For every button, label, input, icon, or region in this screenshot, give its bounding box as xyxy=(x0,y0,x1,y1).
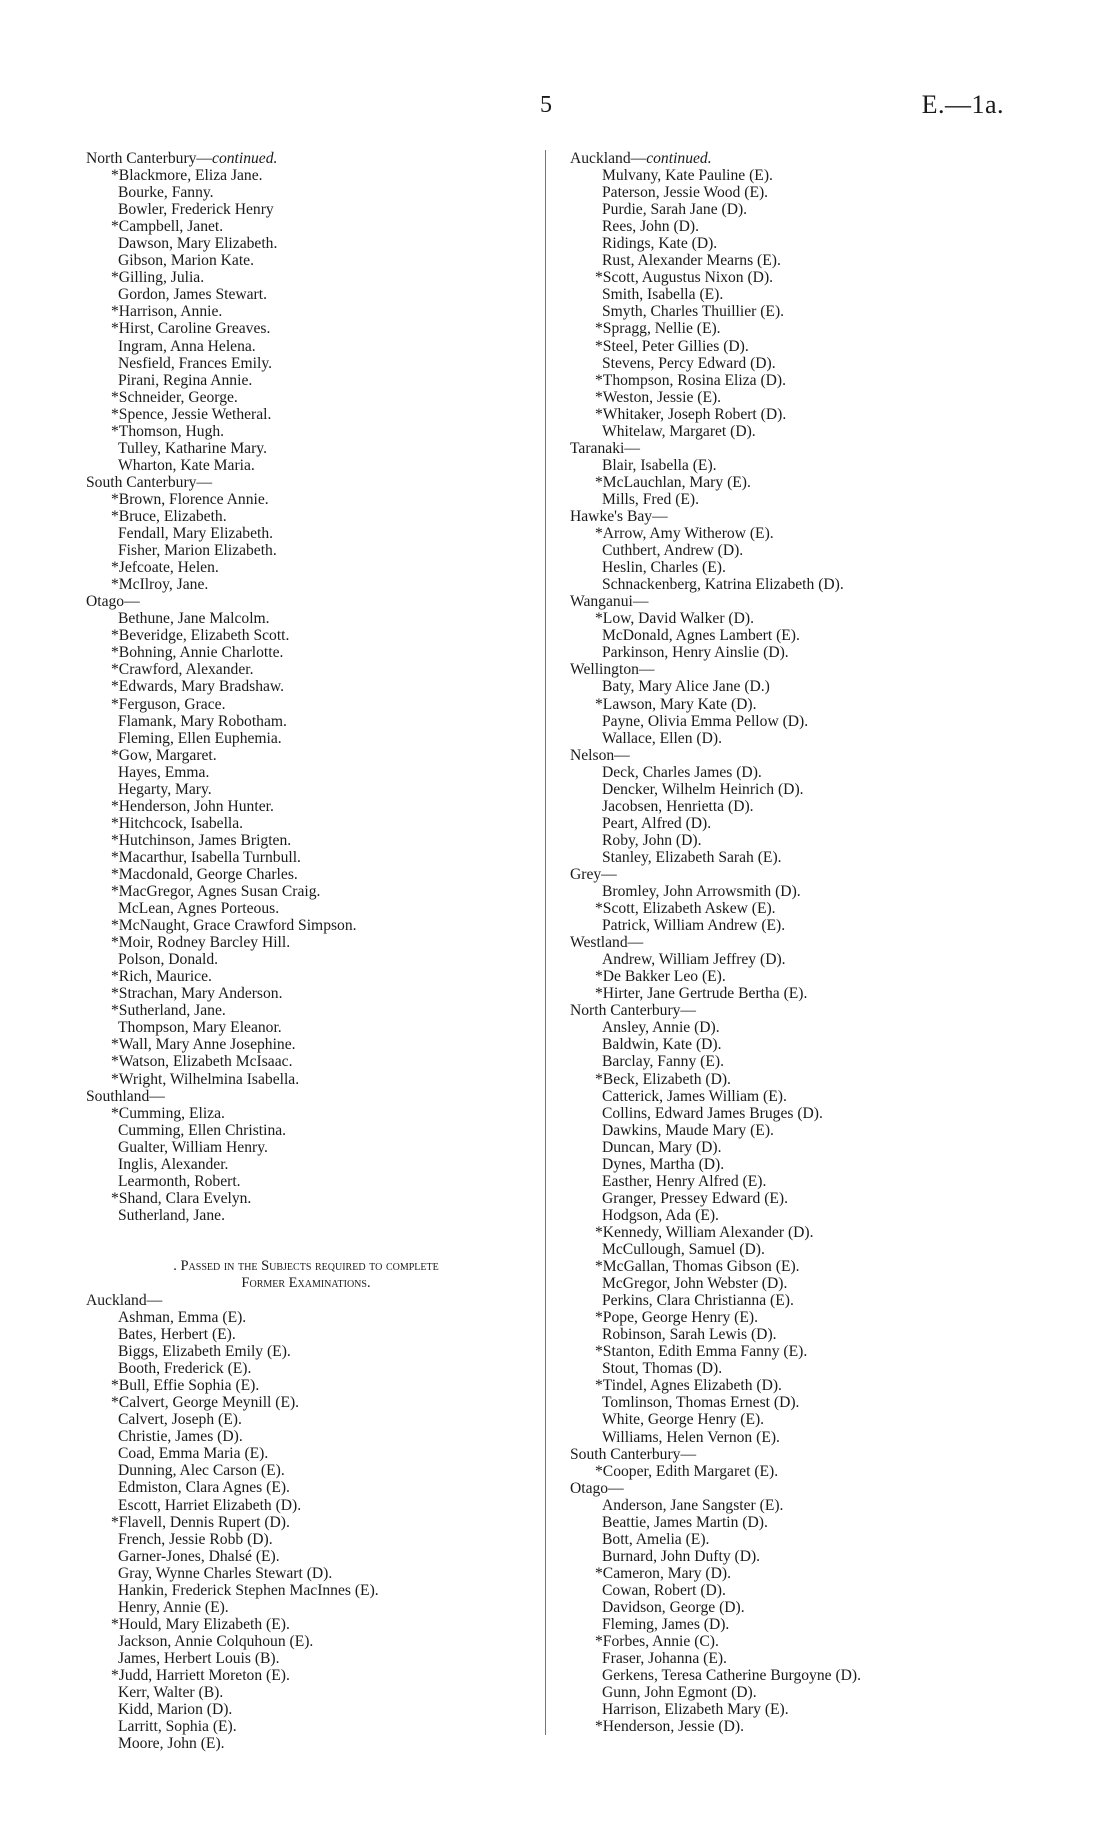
candidate-entry: Fendall, Mary Elizabeth. xyxy=(118,525,274,543)
candidate-entry: *McNaught, Grace Crawford Simpson. xyxy=(111,917,357,935)
candidate-entry: White, George Henry (E). xyxy=(602,1411,765,1429)
region-name: South Canterbury— xyxy=(86,473,213,491)
candidate-entry: *Cumming, Eliza. xyxy=(111,1104,225,1122)
candidate-entry: *Shand, Clara Evelyn. xyxy=(111,1189,252,1207)
candidate-entry: *Ferguson, Grace. xyxy=(111,695,226,713)
candidate-entry: Fraser, Johanna (E). xyxy=(602,1650,727,1668)
region-heading xyxy=(86,1292,556,1309)
candidate-entry: Nesfield, Frances Emily. xyxy=(118,354,273,372)
candidate-entry: *Spence, Jessie Wetheral. xyxy=(111,405,272,423)
candidate-entry: Bott, Amelia (E). xyxy=(602,1530,710,1548)
candidate-entry: Fleming, James (D). xyxy=(602,1616,730,1634)
region-continued: continued. xyxy=(212,150,278,167)
candidate-entry: Barclay, Fanny (E). xyxy=(602,1053,724,1071)
page-number: 5 xyxy=(540,92,552,118)
candidate-entry: Bethune, Jane Malcolm. xyxy=(118,610,270,628)
candidate-entry: Dunning, Alec Carson (E). xyxy=(118,1462,285,1480)
region-heading xyxy=(86,150,556,167)
region-heading xyxy=(570,747,1040,764)
candidate-entry: Fleming, Ellen Euphemia. xyxy=(118,729,282,747)
region-heading xyxy=(570,1480,1040,1497)
candidate-entry: Cowan, Robert (D). xyxy=(602,1581,726,1599)
candidate-entry: *Thompson, Rosina Eliza (D). xyxy=(595,371,786,389)
candidate-entry: Baldwin, Kate (D). xyxy=(602,1036,722,1054)
candidate-entry: Gerkens, Teresa Catherine Burgoyne (D). xyxy=(602,1667,862,1685)
candidate-entry: Hegarty, Mary. xyxy=(118,780,212,798)
region-heading xyxy=(86,1088,556,1105)
candidate-entry: McGregor, John Webster (D). xyxy=(602,1275,788,1293)
candidate-entry: Inglis, Alexander. xyxy=(118,1155,229,1173)
candidate-entry: *Beveridge, Elizabeth Scott. xyxy=(111,627,290,645)
candidate-entry: Collins, Edward James Bruges (D). xyxy=(602,1104,823,1122)
candidate-entry: *Spragg, Nellie (E). xyxy=(595,320,721,338)
candidate-entry: *Tindel, Agnes Elizabeth (D). xyxy=(595,1377,782,1395)
candidate-entry: *Low, David Walker (D). xyxy=(595,610,754,628)
candidate-entry: Jackson, Annie Colquhoun (E). xyxy=(118,1632,314,1650)
region-heading xyxy=(570,508,1040,525)
candidate-entry: *Weston, Jessie (E). xyxy=(595,388,722,406)
candidate-entry: Learmonth, Robert. xyxy=(118,1172,241,1190)
candidate-entry: *Sutherland, Jane. xyxy=(111,1002,226,1020)
candidate-entry: Larritt, Sophia (E). xyxy=(118,1718,237,1736)
candidate-entry: *Strachan, Mary Anderson. xyxy=(111,985,283,1003)
candidate-entry: Dencker, Wilhelm Heinrich (D). xyxy=(602,780,804,798)
left-column xyxy=(86,150,556,1752)
candidate-entry: *Hitchcock, Isabella. xyxy=(111,814,244,832)
candidate-entry: Mulvany, Kate Pauline (E). xyxy=(602,167,773,185)
region-name: Wanganui— xyxy=(570,593,649,611)
candidate-entry: *Beck, Elizabeth (D). xyxy=(595,1070,731,1088)
candidate-entry: Hayes, Emma. xyxy=(118,763,210,781)
candidate-entry: Smith, Isabella (E). xyxy=(602,286,724,304)
candidate-entry: *Thomson, Hugh. xyxy=(111,422,225,440)
candidate-entry: *Brown, Florence Annie. xyxy=(111,490,269,508)
candidate-entry: Fisher, Marion Elizabeth. xyxy=(118,542,277,560)
candidate-entry: *Scott, Elizabeth Askew (E). xyxy=(595,900,776,918)
candidate-entry: *Whitaker, Joseph Robert (D). xyxy=(595,405,787,423)
region-name: Southland— xyxy=(86,1087,165,1105)
candidate-entry: *Hirst, Caroline Greaves. xyxy=(111,320,271,338)
candidate-entry: Easther, Henry Alfred (E). xyxy=(602,1172,767,1190)
candidate-entry: Purdie, Sarah Jane (D). xyxy=(602,201,748,219)
candidate-entry: *Wright, Wilhelmina Isabella. xyxy=(111,1070,300,1088)
candidate-entry: Deck, Charles James (D). xyxy=(602,763,762,781)
candidate-entry: Rust, Alexander Mearns (E). xyxy=(602,252,781,270)
region-heading xyxy=(86,474,556,491)
section-heading xyxy=(86,1258,526,1292)
candidate-entry: *Cooper, Edith Margaret (E). xyxy=(595,1462,779,1480)
candidate-entry: *Stanton, Edith Emma Fanny (E). xyxy=(595,1343,808,1361)
region-name: Wellington— xyxy=(570,661,655,679)
section-heading-line1: . Passed in the Subjects required to complete xyxy=(173,1257,439,1274)
candidate-entry: Cumming, Ellen Christina. xyxy=(118,1121,287,1139)
candidate-entry: Jacobsen, Henrietta (D). xyxy=(602,797,754,815)
candidate-entry: Cuthbert, Andrew (D). xyxy=(602,542,744,560)
candidate-entry: Catterick, James William (E). xyxy=(602,1087,787,1105)
region-heading xyxy=(570,593,1040,610)
candidate-entry: Bromley, John Arrowsmith (D). xyxy=(602,883,801,901)
candidate-entry: *Henderson, Jessie (D). xyxy=(595,1718,744,1736)
candidate-entry: Booth, Frederick (E). xyxy=(118,1360,252,1378)
region-name: North Canterbury— xyxy=(570,1002,697,1020)
candidate-entry: *De Bakker Leo (E). xyxy=(595,968,726,986)
candidate-entry: Wallace, Ellen (D). xyxy=(602,729,722,747)
candidate-entry: Anderson, Jane Sangster (E). xyxy=(602,1496,784,1514)
candidate-entry: Blair, Isabella (E). xyxy=(602,456,717,474)
candidate-entry: McDonald, Agnes Lambert (E). xyxy=(602,627,800,645)
candidate-entry: Andrew, William Jeffrey (D). xyxy=(602,951,786,969)
candidate-entry: *Blackmore, Eliza Jane. xyxy=(111,167,263,185)
candidate-entry: Ingram, Anna Helena. xyxy=(118,337,256,355)
candidate-entry: *Flavell, Dennis Rupert (D). xyxy=(111,1513,290,1531)
candidate-entry: *Gilling, Julia. xyxy=(111,269,205,287)
candidate-entry: Heslin, Charles (E). xyxy=(602,559,726,577)
candidate-entry: Peart, Alfred (D). xyxy=(602,814,712,832)
candidate-entry: Flamank, Mary Robotham. xyxy=(118,712,287,730)
candidate-entry: Bourke, Fanny. xyxy=(118,184,214,202)
candidate-entry: Roby, John (D). xyxy=(602,831,702,849)
right-column xyxy=(570,150,1040,1735)
candidate-entry: *Henderson, John Hunter. xyxy=(111,797,274,815)
candidate-entry: Polson, Donald. xyxy=(118,951,219,969)
candidate-entry: Perkins, Clara Christianna (E). xyxy=(602,1292,794,1310)
candidate-entry: French, Jessie Robb (D). xyxy=(118,1530,273,1548)
candidate-entry: Dynes, Martha (D). xyxy=(602,1155,725,1173)
region-heading xyxy=(570,661,1040,678)
candidate-entry: *McGallan, Thomas Gibson (E). xyxy=(595,1258,800,1276)
candidate-entry: *Scott, Augustus Nixon (D). xyxy=(595,269,774,287)
candidate-entry: Whitelaw, Margaret (D). xyxy=(602,422,756,440)
candidate-entry: Edmiston, Clara Agnes (E). xyxy=(118,1479,290,1497)
candidate-entry: Tomlinson, Thomas Ernest (D). xyxy=(602,1394,800,1412)
candidate-entry: *McIlroy, Jane. xyxy=(111,576,209,594)
candidate-entry: Moore, John (E). xyxy=(118,1735,225,1753)
candidate-entry: Calvert, Joseph (E). xyxy=(118,1411,242,1429)
candidate-entry: Dawkins, Maude Mary (E). xyxy=(602,1121,774,1139)
candidate-entry: Escott, Harriet Elizabeth (D). xyxy=(118,1496,302,1514)
document-reference: E.—1a. xyxy=(921,90,1004,119)
candidate-entry: *Macdonald, George Charles. xyxy=(111,865,298,883)
candidate-entry: *Steel, Peter Gillies (D). xyxy=(595,337,749,355)
region-heading xyxy=(570,1002,1040,1019)
candidate-entry: Harrison, Elizabeth Mary (E). xyxy=(602,1701,789,1719)
candidate-entry: *Arrow, Amy Witherow (E). xyxy=(595,525,774,543)
candidate-entry: *Campbell, Janet. xyxy=(111,218,224,236)
candidate-entry: Schnackenberg, Katrina Elizabeth (D). xyxy=(602,576,844,594)
column-divider xyxy=(545,150,546,1735)
candidate-entry: Ansley, Annie (D). xyxy=(602,1019,720,1037)
candidate-entry: *Harrison, Annie. xyxy=(111,303,223,321)
candidate-entry: *Kennedy, William Alexander (D). xyxy=(595,1223,814,1241)
candidate-entry: Gray, Wynne Charles Stewart (D). xyxy=(118,1564,333,1582)
region-heading xyxy=(570,866,1040,883)
candidate-entry: Gunn, John Egmont (D). xyxy=(602,1684,757,1702)
region-name: Hawke's Bay— xyxy=(570,507,668,525)
candidate-entry: *Bull, Effie Sophia (E). xyxy=(111,1377,260,1395)
candidate-entry: *Calvert, George Meynill (E). xyxy=(111,1394,300,1412)
region-name: Auckland— xyxy=(570,150,647,167)
candidate-entry: *Forbes, Annie (C). xyxy=(595,1633,719,1651)
candidate-entry: Sutherland, Jane. xyxy=(118,1206,225,1224)
candidate-entry: *Schneider, George. xyxy=(111,388,238,406)
candidate-entry: *Bruce, Elizabeth. xyxy=(111,507,227,525)
candidate-entry: *Jefcoate, Helen. xyxy=(111,559,219,577)
candidate-entry: McCullough, Samuel (D). xyxy=(602,1241,765,1258)
candidate-entry: Stevens, Percy Edward (D). xyxy=(602,354,776,372)
candidate-entry: Paterson, Jessie Wood (E). xyxy=(602,184,769,202)
candidate-entry: Biggs, Elizabeth Emily (E). xyxy=(118,1343,291,1361)
candidate-entry: Stout, Thomas (D). xyxy=(602,1360,723,1378)
candidate-entry: Kidd, Marion (D). xyxy=(118,1701,233,1719)
candidate-entry: Stanley, Elizabeth Sarah (E). xyxy=(602,848,782,866)
candidate-entry: *Cameron, Mary (D). xyxy=(595,1564,731,1582)
candidate-entry: Ridings, Kate (D). xyxy=(602,235,718,253)
candidate-entry: *Judd, Harriett Moreton (E). xyxy=(111,1666,290,1684)
region-name: Otago— xyxy=(86,593,140,611)
candidate-entry: Beattie, James Martin (D). xyxy=(602,1513,768,1531)
region-name: Nelson— xyxy=(570,746,630,764)
candidate-entry: Davidson, George (D). xyxy=(602,1598,745,1616)
candidate-entry: Duncan, Mary (D). xyxy=(602,1138,722,1156)
candidate-entry: Parkinson, Henry Ainslie (D). xyxy=(602,644,789,662)
region-continued: continued. xyxy=(646,150,712,167)
region-heading xyxy=(570,150,1040,167)
candidate-entry: Granger, Pressey Edward (E). xyxy=(602,1189,788,1207)
candidate-entry: Gibson, Marion Kate. xyxy=(118,252,254,270)
candidate-entry: Thompson, Mary Eleanor. xyxy=(118,1019,282,1037)
candidate-entry: Bowler, Frederick Henry xyxy=(118,201,274,219)
candidate-entry: *McLauchlan, Mary (E). xyxy=(595,473,751,491)
candidate-entry: Mills, Fred (E). xyxy=(602,490,700,508)
candidate-entry: Garner-Jones, Dhalsé (E). xyxy=(118,1547,280,1565)
candidate-entry: *Wall, Mary Anne Josephine. xyxy=(111,1036,296,1054)
candidate-entry: *Edwards, Mary Bradshaw. xyxy=(111,678,285,696)
candidate-entry: Bates, Herbert (E). xyxy=(118,1326,236,1344)
candidate-entry: *Moir, Rodney Barcley Hill. xyxy=(111,934,291,952)
candidate-entry: McLean, Agnes Porteous. xyxy=(118,900,280,918)
candidate-entry: *Hirter, Jane Gertrude Bertha (E). xyxy=(595,985,808,1003)
candidate-entry: Rees, John (D). xyxy=(602,218,700,236)
candidate-entry: Gualter, William Henry. xyxy=(118,1138,268,1156)
candidate-entry: *Watson, Elizabeth McIsaac. xyxy=(111,1053,293,1071)
candidate-entry: *Macarthur, Isabella Turnbull. xyxy=(111,848,301,866)
candidate-entry: Payne, Olivia Emma Pellow (D). xyxy=(602,712,809,730)
candidate-entry: *Hould, Mary Elizabeth (E). xyxy=(111,1615,290,1633)
region-name: Grey— xyxy=(570,865,617,883)
candidate-entry: Hodgson, Ada (E). xyxy=(602,1206,719,1224)
candidate-entry: *Pope, George Henry (E). xyxy=(595,1309,758,1327)
candidate-entry: Robinson, Sarah Lewis (D). xyxy=(602,1326,777,1344)
candidate-entry: Coad, Emma Maria (E). xyxy=(118,1445,269,1463)
candidate-entry: Baty, Mary Alice Jane (D.) xyxy=(602,678,770,696)
candidate-entry: James, Herbert Louis (B). xyxy=(118,1649,280,1667)
region-heading xyxy=(86,593,556,610)
candidate-entry: Gordon, James Stewart. xyxy=(118,286,267,304)
candidate-entry: Kerr, Walter (B). xyxy=(118,1684,224,1702)
region-heading xyxy=(570,440,1040,457)
region-name: Otago— xyxy=(570,1479,624,1497)
candidate-entry: Burnard, John Dufty (D). xyxy=(602,1547,761,1565)
candidate-entry: Smyth, Charles Thuillier (E). xyxy=(602,303,785,321)
candidate-entry: *Crawford, Alexander. xyxy=(111,661,254,679)
region-name: Taranaki— xyxy=(570,439,640,457)
candidate-entry: *Rich, Maurice. xyxy=(111,968,212,986)
candidate-entry: Dawson, Mary Elizabeth. xyxy=(118,235,278,253)
candidate-entry: Williams, Helen Vernon (E). xyxy=(602,1428,780,1446)
candidate-entry: Wharton, Kate Maria. xyxy=(118,456,255,474)
region-name: South Canterbury— xyxy=(570,1445,697,1463)
candidate-entry: Hankin, Frederick Stephen MacInnes (E). xyxy=(118,1581,379,1599)
candidate-entry: Pirani, Regina Annie. xyxy=(118,371,253,389)
region-name: North Canterbury— xyxy=(86,150,213,167)
candidate-entry: Patrick, William Andrew (E). xyxy=(602,917,786,935)
candidate-entry: *Lawson, Mary Kate (D). xyxy=(595,695,757,713)
region-name: Westland— xyxy=(570,934,644,952)
region-heading xyxy=(570,934,1040,951)
candidate-entry: *Bohning, Annie Charlotte. xyxy=(111,644,284,662)
candidate-entry: Henry, Annie (E). xyxy=(118,1598,229,1616)
candidate-entry: Ashman, Emma (E). xyxy=(118,1309,247,1326)
candidate-entry: *Gow, Margaret. xyxy=(111,746,217,764)
region-heading xyxy=(570,1446,1040,1463)
candidate-entry: Tulley, Katharine Mary. xyxy=(118,439,267,457)
section-heading-line2: Former Examinations. xyxy=(241,1274,371,1291)
candidate-entry: Christie, James (D). xyxy=(118,1428,243,1446)
region-name: Auckland— xyxy=(86,1291,163,1309)
candidate-entry: *MacGregor, Agnes Susan Craig. xyxy=(111,883,321,901)
candidate-entry: *Hutchinson, James Brigten. xyxy=(111,831,292,849)
